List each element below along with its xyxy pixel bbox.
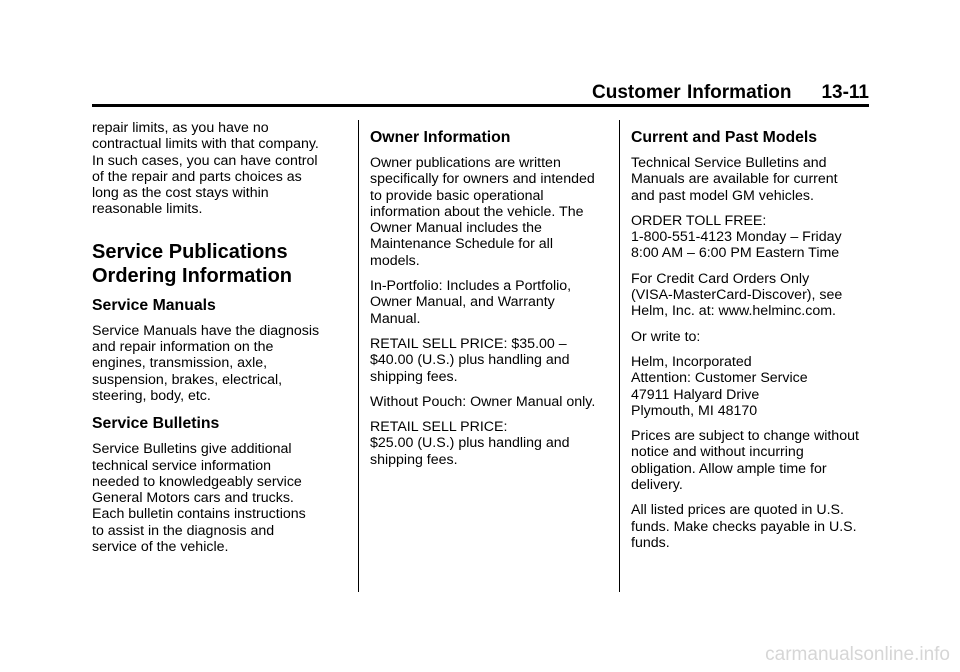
service-bulletins-text: Service Bulletins give additional technical service information needed to knowledgeably service General Motors cars and trucks. Each bulletin contains instructions to assist in the diagnosis and service of the vehicle. bbox=[92, 441, 306, 556]
current-past-models-heading: Current and Past Models bbox=[631, 129, 818, 146]
header-rule bbox=[92, 104, 869, 107]
intro-paragraph: repair limits, as you have no contractual limits with that company. In such cases, you can have control of the repair and parts choices as long as the cost stays within reasonable limits. bbox=[92, 120, 319, 218]
watermark: carmanualsonline.info bbox=[765, 644, 950, 665]
service-publications-heading: Service Publications Ordering Information bbox=[92, 240, 292, 287]
column-divider-2 bbox=[619, 120, 620, 592]
owner-info-paragraph: Owner publications are written specifically for owners and intended to provide basic operational information about the vehicle. The Owner Manual includes the Maintenance Schedule for all models. bbox=[370, 155, 595, 269]
address-paragraph: Helm, Incorporated Attention: Customer Service 47911 Halyard Drive Plymouth, MI 48170 bbox=[631, 353, 808, 419]
tsb-paragraph: Technical Service Bulletins and Manuals are available for current and past model GM vehicles. bbox=[631, 155, 838, 204]
column-2 bbox=[370, 120, 622, 477]
service-manuals-text: Service Manuals have the diagnosis and repair information on the engines, transmission, axle, suspension, brakes, electrical, steering, body, etc. bbox=[92, 322, 320, 404]
credit-card-paragraph: For Credit Card Orders Only (VISA-MasterCard-Discover), see Helm, Inc. at: www.helminc.com. bbox=[631, 270, 843, 320]
without-pouch-paragraph: Without Pouch: Owner Manual only. bbox=[370, 393, 596, 410]
page-number: 13-11 bbox=[821, 82, 869, 103]
prices-change-paragraph: Prices are subject to change without notice and without incurring obligation. Allow ample time for delivery. bbox=[631, 428, 859, 494]
write-to-paragraph: Or write to: bbox=[631, 328, 701, 345]
order-toll-free-paragraph: ORDER TOLL FREE: 1-800-551-4123 Monday – Friday 8:00 AM – 6:00 PM Eastern Time bbox=[631, 212, 842, 262]
funds-paragraph: All listed prices are quoted in U.S. funds. Make checks payable in U.S. funds. bbox=[631, 502, 857, 551]
owner-information-heading: Owner Information bbox=[370, 129, 511, 146]
retail-price-paragraph: RETAIL SELL PRICE: $35.00 – $40.00 (U.S.) plus handling and shipping fees. bbox=[370, 335, 570, 385]
in-portfolio-paragraph: In-Portfolio: Includes a Portfolio, Owner Manual, and Warranty Manual. bbox=[370, 278, 572, 327]
page-header bbox=[92, 82, 869, 104]
retail-price-2-paragraph: RETAIL SELL PRICE: $25.00 (U.S.) plus handling and shipping fees. bbox=[370, 419, 570, 468]
service-bulletins-heading: Service Bulletins bbox=[92, 415, 220, 433]
column-1 bbox=[92, 120, 344, 564]
column-divider-1 bbox=[358, 120, 359, 592]
column-3 bbox=[631, 120, 883, 560]
section-title: Customer Information bbox=[592, 82, 792, 103]
header-title bbox=[592, 82, 869, 104]
service-manuals-heading: Service Manuals bbox=[92, 296, 216, 314]
